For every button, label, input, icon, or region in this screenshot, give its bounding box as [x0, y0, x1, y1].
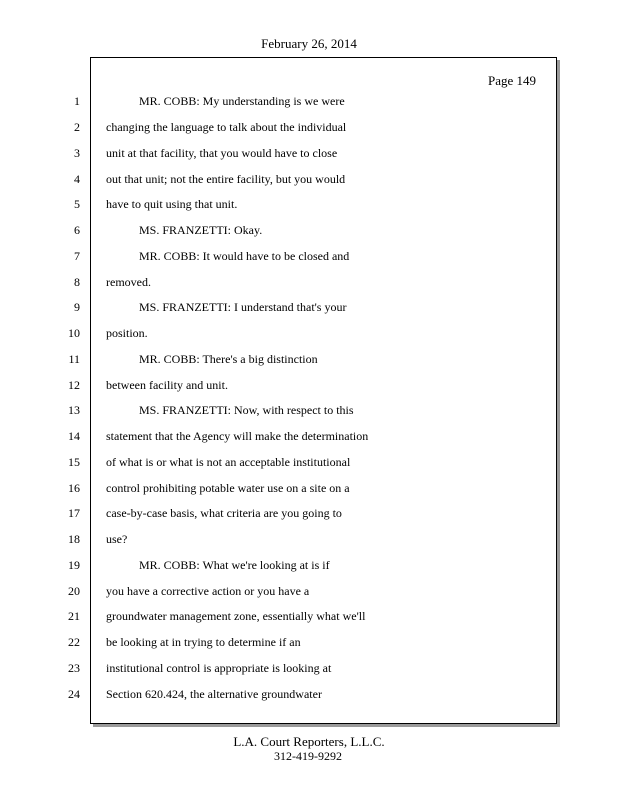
line-number: 9: [74, 300, 80, 314]
line-number: 19: [68, 558, 80, 572]
transcript-line: between facility and unit.: [106, 378, 228, 392]
line-number: 8: [74, 275, 80, 289]
transcript-line: groundwater management zone, essentially what we'll: [106, 609, 366, 623]
transcript-line: out that unit; not the entire facility, but you would: [106, 172, 346, 186]
footer-phone: 312-419-9292: [274, 749, 342, 763]
transcript-line: use?: [106, 532, 128, 546]
line-number: 14: [68, 429, 80, 443]
transcript-line: institutional control is appropriate is looking at: [106, 661, 332, 675]
transcript-line: control prohibiting potable water use on a site on a: [106, 481, 350, 495]
footer-company: L.A. Court Reporters, L.L.C.: [233, 734, 385, 749]
line-number: 2: [74, 120, 80, 134]
transcript-line: MS. FRANZETTI: Okay.: [139, 223, 263, 237]
transcript-line: case-by-case basis, what criteria are you going to: [106, 506, 342, 520]
transcript-line: Section 620.424, the alternative groundwater: [106, 687, 322, 701]
line-number: 15: [68, 455, 80, 469]
line-number: 12: [68, 378, 80, 392]
transcript-line: position.: [106, 326, 148, 340]
line-number: 6: [74, 223, 80, 237]
line-number: 7: [74, 249, 80, 263]
transcript-line: be looking at in trying to determine if an: [106, 635, 301, 649]
line-number: 11: [68, 352, 80, 366]
transcript-line: of what is or what is not an acceptable institutional: [106, 455, 351, 469]
line-number: 10: [68, 326, 80, 340]
transcript-line: MS. FRANZETTI: Now, with respect to this: [139, 403, 354, 417]
transcript-line: statement that the Agency will make the determination: [106, 429, 369, 443]
line-number: 1: [74, 94, 80, 108]
line-number: 20: [68, 584, 80, 598]
transcript-line: have to quit using that unit.: [106, 197, 238, 211]
transcript-line: you have a corrective action or you have a: [106, 584, 310, 598]
line-number: 22: [68, 635, 80, 649]
line-number: 16: [68, 481, 80, 495]
transcript-line: unit at that facility, that you would have to close: [106, 146, 338, 160]
page-number: Page 149: [487, 73, 536, 88]
transcript-line: changing the language to talk about the individual: [106, 120, 347, 134]
line-number: 23: [68, 661, 80, 675]
transcript-line: MR. COBB: What we're looking at is if: [139, 558, 330, 572]
transcript-line: removed.: [106, 275, 151, 289]
transcript-line: MR. COBB: My understanding is we were: [139, 94, 345, 108]
transcript-line: MS. FRANZETTI: I understand that's your: [139, 300, 347, 314]
line-number: 4: [74, 172, 80, 186]
line-number: 13: [68, 403, 80, 417]
header-date: February 26, 2014: [261, 36, 357, 51]
line-number: 21: [68, 609, 80, 623]
line-number: 3: [74, 146, 80, 160]
line-number: 17: [68, 506, 80, 520]
line-number: 18: [68, 532, 80, 546]
transcript-line: MR. COBB: It would have to be closed and: [139, 249, 350, 263]
transcript-line: MR. COBB: There's a big distinction: [139, 352, 318, 366]
line-number: 24: [68, 687, 80, 701]
line-number: 5: [74, 197, 80, 211]
